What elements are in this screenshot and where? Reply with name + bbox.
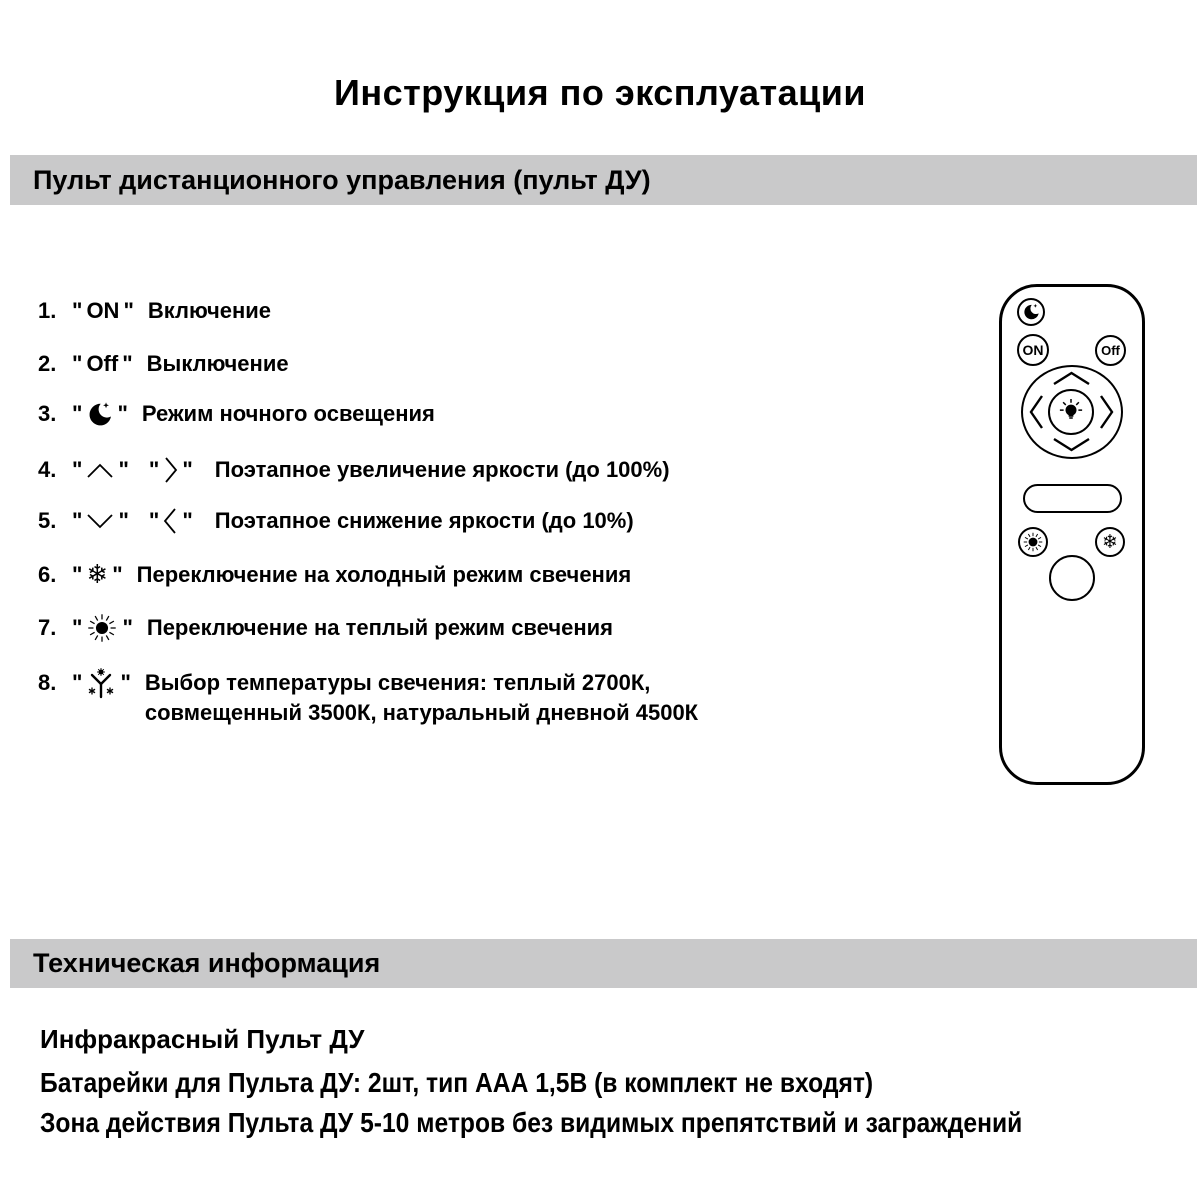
tech-info-line-1: Инфракрасный Пульт ДУ (40, 1024, 365, 1054)
item-text: Переключение на теплый режим свечения (146, 615, 614, 640)
quote-mark: " (72, 351, 83, 376)
quote-mark: " (72, 457, 83, 482)
item-text: Поэтапное снижение яркости (до 10%) (214, 508, 634, 533)
quote-mark: " (122, 615, 133, 640)
pill-button (1023, 484, 1122, 513)
page-title: Инструкция по эксплуатации (333, 72, 867, 113)
item-text: Поэтапное увеличение яркости (до 100%) (214, 457, 670, 482)
item-text: Переключение на холодный режим свечения (136, 562, 632, 587)
blank-round-button (1049, 555, 1095, 601)
warm-mode-button (1018, 527, 1048, 557)
light-bulb-icon (1056, 397, 1086, 427)
quote-mark: " (118, 508, 129, 533)
quote-mark: " (72, 508, 83, 533)
on-button (1017, 334, 1049, 366)
snowflake-icon: ❄ (86, 560, 109, 590)
quote-mark: " (148, 508, 160, 533)
dpad-up-chevron-icon (1051, 371, 1092, 386)
item-number: 4. (38, 457, 57, 482)
moon-icon (1022, 303, 1040, 321)
quote-mark: " (72, 298, 83, 323)
dpad-right-chevron-icon (1099, 393, 1114, 431)
item-text: Включение (147, 298, 272, 323)
chevron-left-icon (163, 507, 178, 535)
list-item-3 (38, 399, 435, 429)
list-item-2 (38, 349, 289, 379)
snowflake-icon: ❄ (1102, 530, 1118, 553)
item-number: 1. (38, 298, 57, 323)
on-button-label: ON (1022, 342, 1044, 358)
list-item-7 (38, 613, 613, 643)
quote-mark: " (117, 401, 128, 426)
quote-mark: " (72, 615, 83, 640)
moon-icon (86, 401, 113, 428)
quote-mark: " (123, 298, 134, 323)
quote-mark: " (182, 457, 193, 482)
tech-info-line-3: Зона действия Пульта ДУ 5-10 метров без видимых препятствий и заграждений (40, 1107, 1023, 1138)
item-text: Режим ночного освещения (141, 401, 435, 426)
quote-mark: " (72, 562, 83, 587)
chevron-right-icon (163, 456, 178, 484)
quote-mark: " (72, 401, 83, 426)
dpad (1021, 365, 1123, 459)
tech-info-line-2: Батарейки для Пульта ДУ: 2шт, тип ААА 1,5В (в комплект не входят) (40, 1067, 874, 1098)
section-heading-remote (10, 155, 1197, 205)
quote-mark: " (72, 670, 83, 695)
quote-mark: " (122, 351, 133, 376)
dpad-left-chevron-icon (1029, 393, 1044, 431)
dpad-down-chevron-icon (1051, 437, 1092, 452)
off-label: Off (86, 351, 119, 376)
list-item-4 (38, 455, 670, 485)
cold-mode-button (1095, 527, 1125, 557)
quote-mark: " (148, 457, 160, 482)
item-text: Выключение (146, 351, 289, 376)
item-number: 5. (38, 508, 57, 533)
night-mode-button (1017, 298, 1045, 326)
item-number: 8. (38, 670, 57, 695)
section-heading-tech (10, 939, 1197, 988)
item-number: 7. (38, 615, 57, 640)
section-heading-tech-label: Техническая информация (33, 948, 381, 978)
chevron-down-icon (86, 513, 114, 530)
dpad-center-button (1048, 389, 1094, 435)
item-number: 3. (38, 401, 57, 426)
section-heading-remote-label: Пульт дистанционного управления (пульт ДУ) (33, 164, 651, 195)
item-text-line1: Выбор температуры свечения: теплый 2700К, (144, 670, 651, 695)
quote-mark: " (182, 508, 193, 533)
list-item-8 (38, 668, 699, 725)
sun-icon (86, 612, 118, 644)
off-button-label: Off (1101, 343, 1120, 358)
on-label: ON (86, 298, 120, 323)
item-text-line2: совмещенный 3500К, натуральный дневной 4500К (144, 700, 699, 725)
item-number: 6. (38, 562, 57, 587)
remote-control-illustration (999, 284, 1145, 785)
off-button (1095, 335, 1126, 366)
item-number: 2. (38, 351, 57, 376)
list-item-5 (38, 506, 634, 536)
color-temperature-select-icon (86, 668, 116, 698)
sun-icon (1022, 531, 1044, 553)
chevron-up-icon (86, 462, 114, 479)
quote-mark: " (118, 457, 129, 482)
quote-mark: " (112, 562, 123, 587)
item-text (145, 668, 698, 728)
list-item-6 (38, 560, 631, 590)
quote-mark: " (120, 670, 131, 695)
list-item-1 (38, 296, 271, 326)
